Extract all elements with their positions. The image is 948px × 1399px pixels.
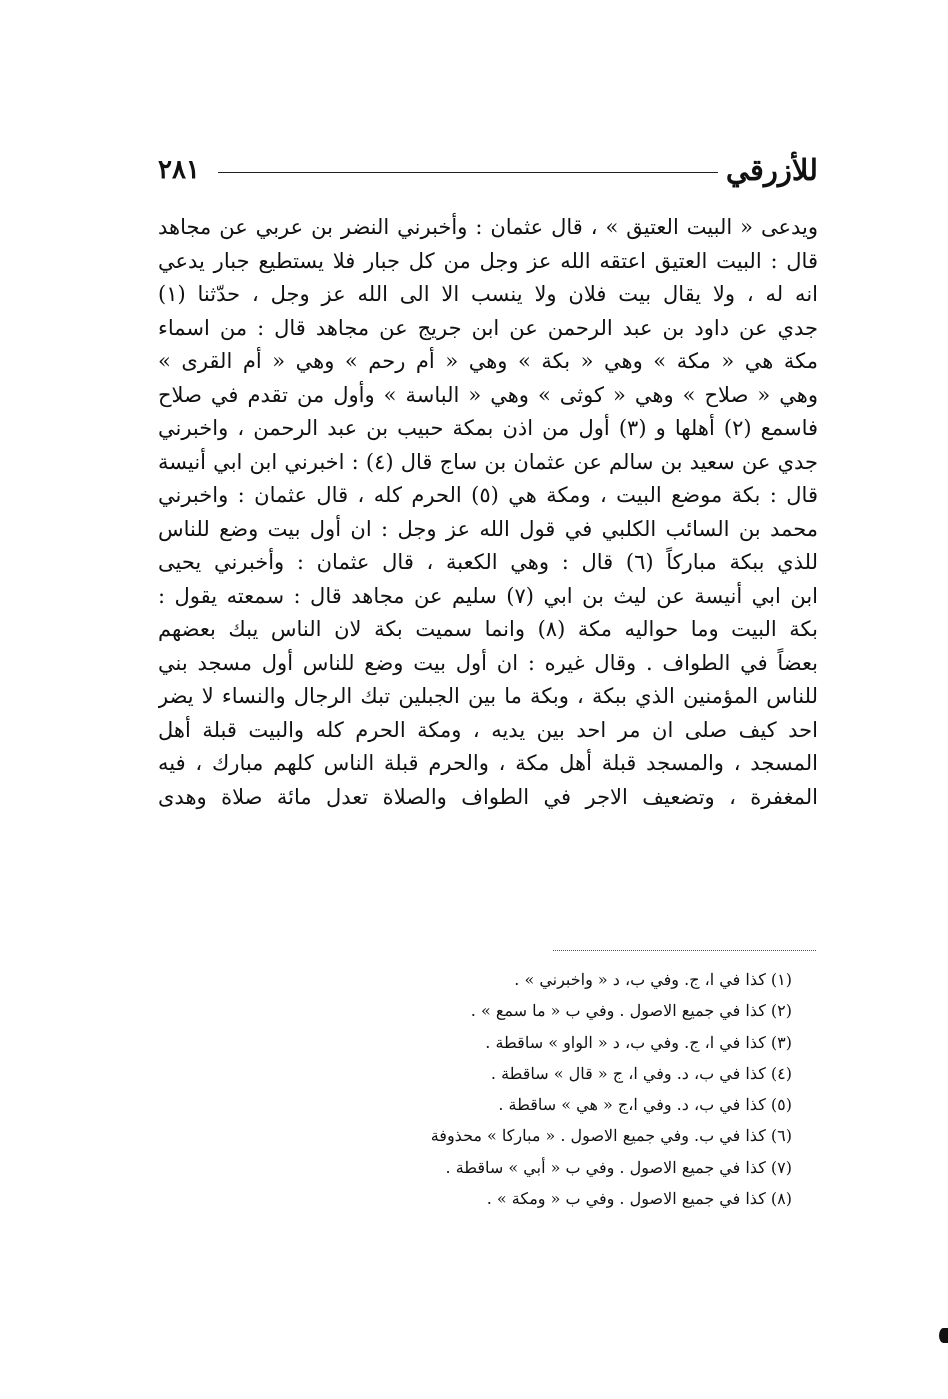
text-line: بعضاً في الطواف . وقال غيره : ان أول بيت وضع للناس أول مسجد بني: [158, 650, 818, 675]
footnote: (٦) كذا في ب. وفي جميع الاصول . « مباركا » محذوفة: [430, 1126, 792, 1146]
footnote: (٤) كذا في ب، د. وفي ا، ج « قال » ساقطة .: [490, 1063, 792, 1083]
footnote-separator: [553, 950, 816, 951]
text-line: للذي ببكة مباركاً (٦) قال : وهي الكعبة ، قال عثمان : وأخبرني يحيى: [158, 550, 818, 574]
text-line: انه له ، ولا يقال بيت فلان ولا ينسب الا الى الله عز وجل ، حدّثنا (١): [158, 282, 818, 306]
footnotes-block: [380, 964, 792, 1214]
text-line: قال : بكة موضع البيت ، ومكة هي (٥) الحرم كله ، قال عثمان : واخبرني: [158, 483, 818, 507]
footnote: (٧) كذا في جميع الاصول . وفي ب « أبي » ساقطة .: [445, 1157, 792, 1177]
page-header: [158, 150, 818, 194]
text-line: ابن ابي أنيسة عن ليث بن ابي (٧) سليم عن مجاهد قال : سمعته يقول :: [158, 583, 818, 608]
text-line: قال : البيت العتيق اعتقه الله عز وجل من كل جبار فلا يستطيع جبار يدعي: [158, 248, 818, 273]
page-number: ٢٨١: [158, 155, 200, 185]
footnote: (٢) كذا في جميع الاصول . وفي ب « ما سمع » .: [470, 1001, 792, 1021]
text-line: المغفرة ، وتضعيف الاجر في الطواف والصلاة تعدل مائة صلاة وهدى: [158, 784, 818, 809]
main-text-block: [158, 211, 818, 814]
text-line: جدي عن داود بن عبد الرحمن عن ابن جريج عن مجاهد قال : من اسماء: [158, 315, 818, 340]
scan-edge-mark: [939, 1328, 948, 1343]
text-line: محمد بن السائب الكلبي في قول الله عز وجل : ان أول بيت وضع للناس: [158, 516, 818, 541]
text-line: للناس المؤمنين الذي ببكة ، وبكة ما بين الجبلين تبك الرجال والنساء لا يضر: [158, 684, 818, 708]
footnote: (٣) كذا في ا، ج. وفي ب، د « الواو » ساقطة .: [485, 1032, 792, 1052]
text-line: بكة البيت وما حواليه مكة (٨) وانما سميت بكة لان الناس يبك بعضهم: [158, 617, 818, 641]
text-line: وهي « صلاح » وهي « كوثى » وهي « الباسة » وأول من تقدم في صلاح: [158, 382, 818, 407]
text-line: جدي عن سعيد بن سالم عن عثمان بن ساج قال (٤) : اخبرني ابن ابي أنيسة: [158, 449, 818, 474]
text-line: ويدعى « البيت العتيق » ، قال عثمان : وأخبرني النضر بن عربي عن مجاهد: [158, 215, 818, 239]
footnote: (١) كذا في ا، ج. وفي ب، د « واخبرني » .: [514, 970, 792, 989]
text-line: احد كيف صلى ان مر احد بين يديه ، ومكة الحرم كله والبيت قبلة أهل: [158, 717, 818, 742]
text-line: المسجد ، والمسجد قبلة أهل مكة ، والحرم قبلة الناس كلهم مبارك ، فيه: [158, 751, 818, 775]
footnote: (٥) كذا في ب، د. وفي ا،ج « هي » ساقطة .: [498, 1095, 792, 1115]
text-line: مكة هي « مكة » وهي « بكة » وهي « أم رحم » وهي « أم القرى »: [158, 349, 818, 373]
footnote: (٨) كذا في جميع الاصول . وفي ب « ومكة » .: [486, 1189, 792, 1209]
running-title: للأزرقي: [725, 153, 818, 187]
header-rule: [218, 172, 718, 173]
text-line: فاسمع (٢) أهلها و (٣) أول من اذن بمكة حبيب بن عبد الرحمن ، واخبرني: [158, 416, 818, 440]
